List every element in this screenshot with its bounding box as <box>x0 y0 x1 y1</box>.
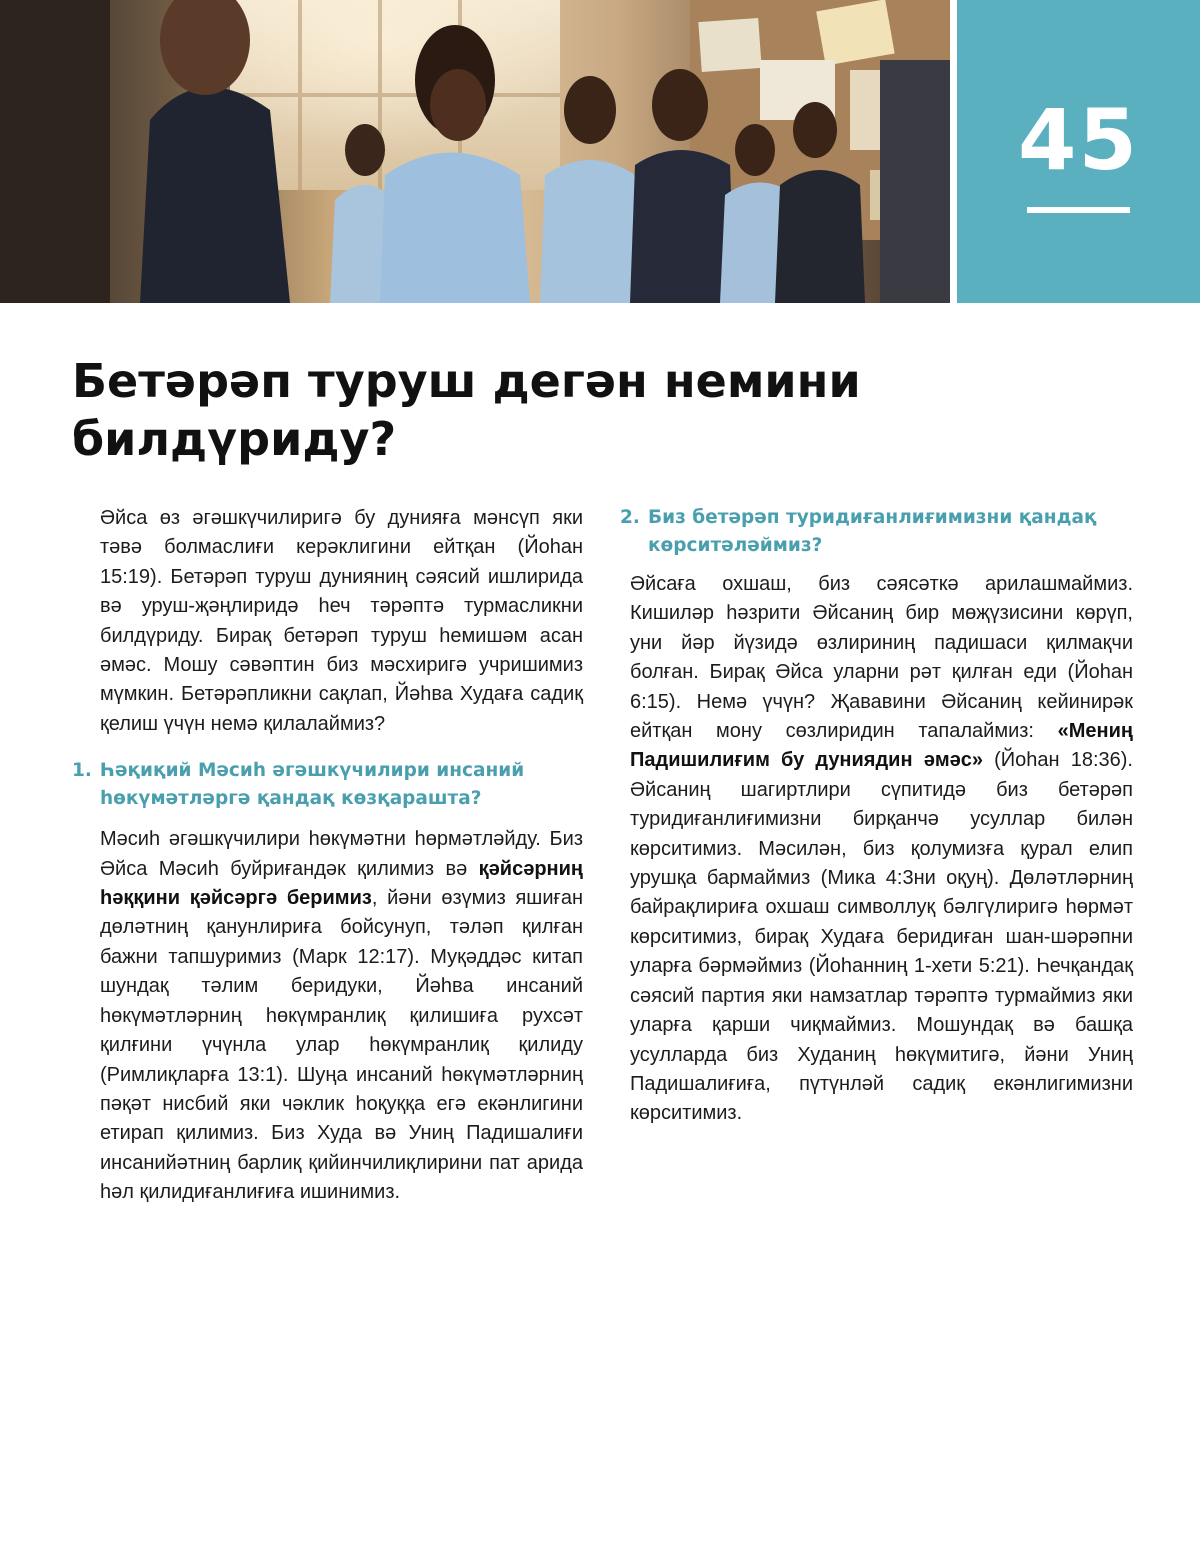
chapter-badge <box>957 0 1200 303</box>
chapter-number: 45 <box>1018 91 1139 189</box>
left-column <box>72 504 583 1208</box>
question-1-number: 1. <box>72 760 92 782</box>
intro-paragraph: Әйса өз әгәшкүчилиригә бу дунияға мәнсүп яки тәвә болмаслиғи керәклигини ейтқан (Йоһан 15:19). Бетәрәп туруш дунияниң сәясий ишлирида вә уруш-җәңлиридә һеч тәрәптә турмасликни билдүриду. Бирақ бетәрәп туруш һемишәм асан әмәс. Мошу сәвәптин биз мәсхиригә учришимиз мүмкин. Бетәрәпликни сақлап, Йәһва Худаға садиқ қелиш үчүн немә қилалаймиз? <box>100 507 583 735</box>
right-column <box>620 504 1133 1129</box>
question-1-heading <box>72 757 583 813</box>
question-1-text: Һәқиқий Мәсиһ әгәшкүчилири инсаний һөкүмәтләргә қандақ көзқараштa? <box>100 760 525 810</box>
question-2-number: 2. <box>620 507 640 528</box>
answer-1-bold: қәйсәрниң һәққини қәйсәргә беримиз <box>100 857 583 910</box>
hero-photo <box>0 0 950 303</box>
answer-1-text-a: Мәсиһ әгәшкүчилири һөкүмәтни һөрмәтләйду. Биз Әйса Мәсиһ буйриғандәк қилимиз вә <box>100 828 583 880</box>
question-2-text: Биз бетәрәп туридиғанлиғимизни қандақ көрситәләймиз? <box>648 507 1097 556</box>
chapter-underline <box>1027 207 1130 213</box>
answer-2-paragraph <box>630 570 1133 1129</box>
answer-2-text-b: (Йоһан 18:36). Әйсаниң шагиртлири сүпитидә биз бетәрәп туридиғанлиғимизни бирқанчә усуллар билән көрситимиз. Мәсилән, биз қолумизға қурал елип урушқа бармаймиз (Мика 4:3ни оқуң). Дөләтләрниң байрақлириға охшаш символлуқ бәлгүлиригә һөрмәт көрситимиз, бирақ Худаға беридиған шан-шәрәпни уларға бәрмәймиз (Йоһанниң 1-хети 5:21). Һечқандақ сәясий партия яки намзатлар тәрәптә турмаймиз яки уларға қарши чиқмаймиз. Мошундақ вә башқа усулларда биз Худаниң һөкүмитигә, йәни Униң Падишалиғиға, пүтүнләй садиқ екәнлигимизни көрситимиз. <box>630 749 1133 1125</box>
question-2-heading <box>620 504 1133 560</box>
classroom-illustration <box>0 0 950 303</box>
answer-2-text-a: Әйсаға охшаш, биз сәясәткә арилашмаймиз. Кишиләр һәзрити Әйсаниң бир мөҗүзисини көрүп, уни йәр йүзидә өзлириниң падишаси қилмақчи болған. Бирақ Әйса уларни рәт қилған еди (Йоһан 6:15). Немә үчүн? Җававини Әйсаниң кейинирәк ейтқан мону сөзлиридин тапалаймиз: <box>630 573 1133 743</box>
page-title: Бетәрәп туруш дегән немини билдүриду? <box>72 354 861 466</box>
answer-1-paragraph <box>100 825 583 1207</box>
answer-1-text-b: , йәни өзүмиз яшиған дөләтниң қанунлириға бойсунуп, тәләп қилған бажни тапшуримиз (Марк 12:17). Муқәддәс китап шундақ тәлим беридуки, Йәһва инсаний һөкүмәтләрниң һөкүмранлиқ қилишиға рухсәт қилғини үчүнла улар һөкүмранлиқ қилиду (Римлиқларға 13:1). Шуңа инсаний һөкүмәтләрниң пәқәт нисбий яки чәклик һоқуққа егә екәнлигини етирап қилимиз. Биз Худа вә Униң Падишалиғи инсанийәтниң барлиқ қийинчилиқлирини пат арида һәл қилидиғанлиғиға ишинимиз. <box>100 887 583 1204</box>
answer-2-bold: «Мениң Падишилиғим бу дуниядин әмәс» <box>630 720 1133 772</box>
